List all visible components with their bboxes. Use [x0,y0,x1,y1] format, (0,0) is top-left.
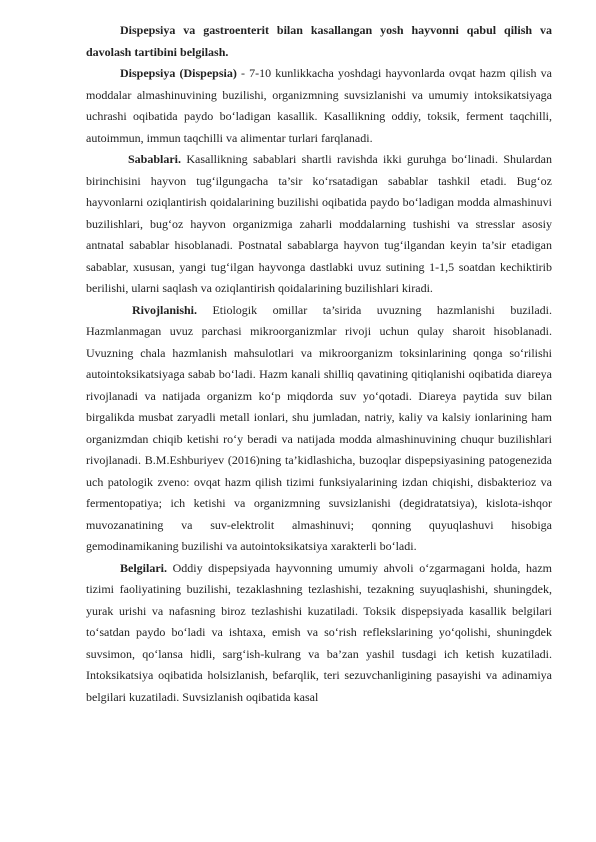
paragraph-symptoms [86,558,552,709]
paragraph-development [86,300,552,558]
section-label-causes: Sabablari. [128,152,182,166]
paragraph-definition [86,63,552,149]
paragraph-causes-text: Kasallikning sabablari shartli ravishda ikki guruhga bo‘linadi. Shulardan birinchisini hayvon tug‘ilgungacha ta’sir ko‘rsatadigan sabablar tashkil etadi. Bug‘oz hayvonlarni oziqlantirish qoidalarining buzilishi oqibatida paydo bo‘ladigan modda almashinuvi buzilishlari, bug‘oz hayvon organizmiga zaharli moddalarning tushishi va stresslar asosiy antnatal sabablar hisoblanadi. Postnatal sabablarga hayvon tug‘ilgandan keyin ta’sir etadigan sabablar, xususan, yangi tug‘ilgan hayvonga dastlabki uvuz sutining 1-1,5 soatdan kechiktirib berilishi, ularni saqlash va oziqlantirish qoidalarining buzilishlari kiradi. [86,152,552,295]
paragraph-causes [86,149,552,300]
section-label-development: Rivojlanishi. [132,302,198,317]
paragraph-symptoms-text: Oddiy dispepsiyada hayvonning umumiy ahvoli o‘zgarmagani holda, hazm tizimi faoliyatining buzilishi, tezaklashning tezlashishi, tezakning suyuqlashishi, shuningdek, yurak urishi va nafasning biroz tezlashishi kuzatiladi. Toksik dispepsiyada kasallik belgilari to‘satdan paydo bo‘ladi va ishtaxa, emish va so‘rish reflekslarining yo‘qolishi, shuningdek suvsimon, qo‘lansa hidli, sarg‘ish-kulrang va ba’zan yashil tusdagi ich ketish kuzatiladi. Intoksikatsiya oqibatida holsizlanish, befarqlik, teri sezuvchanligining pasayishi va adinamiya belgilari kuzatiladi. Suvsizlanish oqibatida kasal [86,560,552,704]
paragraph-development-text: Etiologik omillar ta’sirida uvuzning hazmlanishi buziladi. Hazmlanmagan uvuz parchasi mikroorganizmlar rivoji uchun qulay sharoit hisoblanadi. Uvuzning chala hazmlanish mahsulotlari va mikroorganizm toksinlarining qonga so‘rilishi autointoksikatsiyaga sabab bo‘ladi. Hazm kanali shilliq qavatining qitiqlanishi oqibatida diareya rivojlanadi va natijada organizm ko‘p miqdorda suv yo‘qotadi. Diareya paytida suv bilan birgalikda musbat zaryadli metall ionlari, shu jumladan, natriy, kaliy va kalsiy ionlarining ham organizmdan chiqib ketishi ro‘y beradi va natijada modda almashinuvining chuqur buzilishlari rivojlanadi. B.M.Eshburiyev (2016)ning ta’kidlashicha, buzoqlar dispepsiyasining patogenezida uch patologik zveno: ovqat hazm qilish tizimi funksiyalarining izdan chiqishi, disbakterioz va fermentopatiya; ich ketishi va organizmning suvsizlanishi (degidratatsiya), kislota-ishqor muvozanatining va suv-elektrolit almashinuvi; qonning quyuqlashuvi hisobiga gemodinamikaning buzilishi va autointoksikatsiya xarakterli bo‘ladi. [86,302,552,553]
document-title: Dispepsiya va gastroenterit bilan kasallangan yosh hayvonni qabul qilish va davolash tartibini belgilash. [86,23,552,59]
document-page [86,20,552,708]
term-dispepsiya: Dispepsiya (Dispepsia) [120,66,237,80]
section-label-symptoms: Belgilari. [120,560,167,575]
paragraph-definition-text: - 7-10 kunlikkacha yoshdagi hayvonlarda ovqat hazm qilish va moddalar almashinuvining buzilishi, organizmning suvsizlanishi va umumiy intoksikatsiyaga uchrashi oqibatida paydo bo‘ladigan kasallik. Kasallikning oddiy, toksik, ferment taqchilli, autoimmun, immun taqchilli va alimentar turlari farqlanadi. [86,66,553,145]
